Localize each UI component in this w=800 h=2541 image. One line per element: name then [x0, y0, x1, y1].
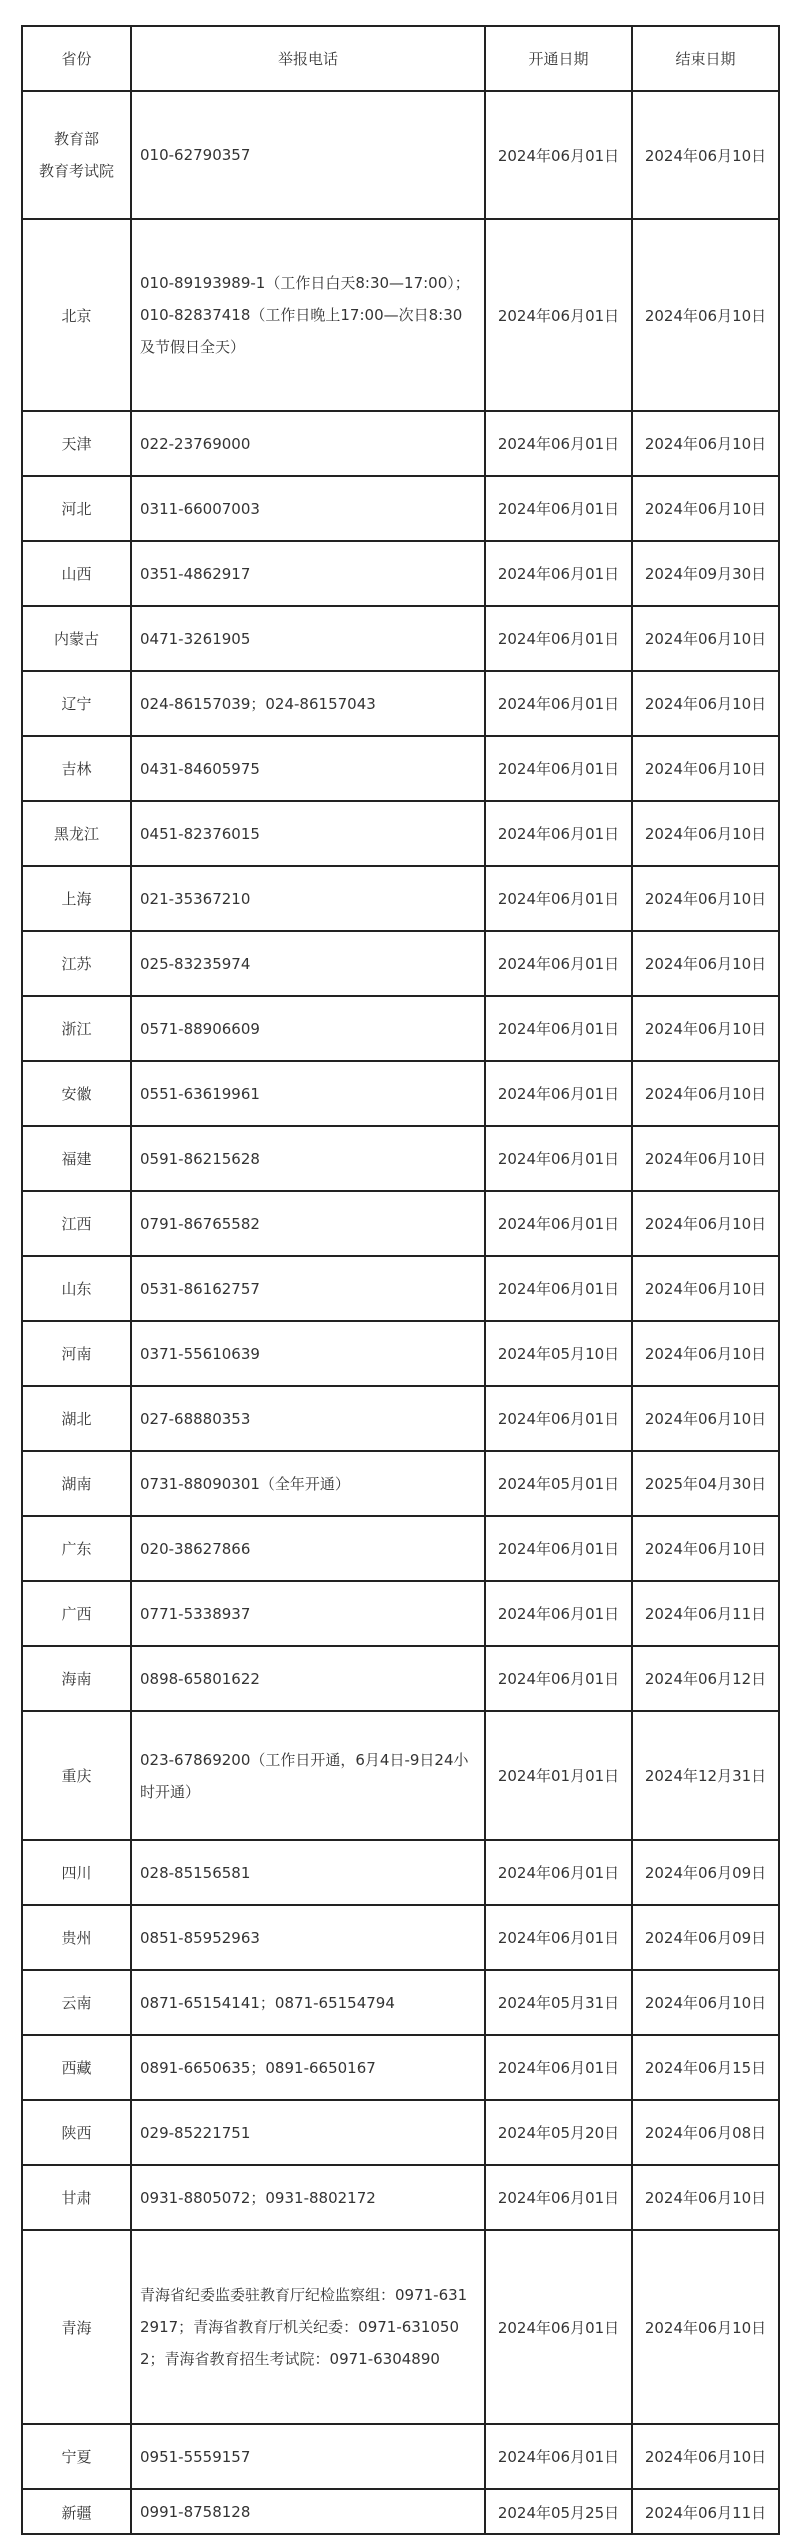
end-date-cell: 2024年06月11日	[632, 1581, 779, 1646]
start-date-cell: 2024年06月01日	[485, 1516, 632, 1581]
phone-cell: 0731-88090301（全年开通）	[131, 1451, 485, 1516]
province-cell: 海南	[22, 1646, 131, 1711]
end-date-cell: 2024年06月10日	[632, 1516, 779, 1581]
table-row	[22, 411, 779, 476]
province-cell: 天津	[22, 411, 131, 476]
start-date-cell: 2024年01月01日	[485, 1711, 632, 1840]
end-date-cell: 2024年06月10日	[632, 2230, 779, 2424]
end-date-cell: 2024年06月10日	[632, 1256, 779, 1321]
province-cell: 浙江	[22, 996, 131, 1061]
phone-cell: 024-86157039；024-86157043	[131, 671, 485, 736]
province-cell: 福建	[22, 1126, 131, 1191]
province-cell: 西藏	[22, 2035, 131, 2100]
table-row	[22, 1840, 779, 1905]
phone-cell: 027-68880353	[131, 1386, 485, 1451]
table-row	[22, 219, 779, 411]
start-date-cell: 2024年06月01日	[485, 1840, 632, 1905]
phone-cell: 029-85221751	[131, 2100, 485, 2165]
end-date-cell: 2024年06月10日	[632, 1970, 779, 2035]
start-date-cell: 2024年06月01日	[485, 1191, 632, 1256]
table-row	[22, 2100, 779, 2165]
end-date-cell: 2024年06月10日	[632, 91, 779, 219]
phone-cell: 010-89193989-1（工作日白天8:30—17:00）；010-82837418（工作日晚上17:00—次日8:30及节假日全天）	[131, 219, 485, 411]
start-date-cell: 2024年06月01日	[485, 541, 632, 606]
phone-cell: 0771-5338937	[131, 1581, 485, 1646]
province-cell: 吉林	[22, 736, 131, 801]
province-cell: 广东	[22, 1516, 131, 1581]
table-row	[22, 1191, 779, 1256]
table-row	[22, 1646, 779, 1711]
end-date-cell: 2024年06月08日	[632, 2100, 779, 2165]
phone-cell: 0351-4862917	[131, 541, 485, 606]
start-date-cell: 2024年06月01日	[485, 476, 632, 541]
start-date-cell: 2024年06月01日	[485, 1061, 632, 1126]
table-row	[22, 476, 779, 541]
phone-cell: 022-23769000	[131, 411, 485, 476]
phone-cell: 0871-65154141；0871-65154794	[131, 1970, 485, 2035]
province-cell: 山东	[22, 1256, 131, 1321]
end-date-cell: 2024年06月10日	[632, 1321, 779, 1386]
end-date-cell: 2024年06月10日	[632, 1126, 779, 1191]
table-row	[22, 736, 779, 801]
end-date-cell: 2024年06月15日	[632, 2035, 779, 2100]
phone-cell: 0931-8805072；0931-8802172	[131, 2165, 485, 2230]
end-date-cell: 2024年06月12日	[632, 1646, 779, 1711]
table-row	[22, 2424, 779, 2489]
phone-cell: 青海省纪委监委驻教育厅纪检监察组：0971-6312917；青海省教育厅机关纪委：0971-6310502；青海省教育招生考试院：0971-6304890	[131, 2230, 485, 2424]
start-date-cell: 2024年06月01日	[485, 1905, 632, 1970]
province-cell: 甘肃	[22, 2165, 131, 2230]
start-date-cell: 2024年06月01日	[485, 219, 632, 411]
header-start-date: 开通日期	[485, 26, 632, 91]
table-row	[22, 931, 779, 996]
end-date-cell: 2024年06月10日	[632, 606, 779, 671]
start-date-cell: 2024年06月01日	[485, 671, 632, 736]
table-row	[22, 606, 779, 671]
table-row	[22, 1256, 779, 1321]
province-cell: 广西	[22, 1581, 131, 1646]
table-row	[22, 1451, 779, 1516]
table-header-row	[22, 26, 779, 91]
end-date-cell: 2024年12月31日	[632, 1711, 779, 1840]
end-date-cell: 2024年06月10日	[632, 1061, 779, 1126]
phone-cell: 025-83235974	[131, 931, 485, 996]
start-date-cell: 2024年06月01日	[485, 801, 632, 866]
phone-cell: 010-62790357	[131, 91, 485, 219]
province-cell: 云南	[22, 1970, 131, 2035]
table-row	[22, 1581, 779, 1646]
start-date-cell: 2024年06月01日	[485, 866, 632, 931]
phone-cell: 0851-85952963	[131, 1905, 485, 1970]
end-date-cell: 2024年06月10日	[632, 996, 779, 1061]
end-date-cell: 2024年06月10日	[632, 736, 779, 801]
phone-cell: 021-35367210	[131, 866, 485, 931]
province-cell: 青海	[22, 2230, 131, 2424]
table-row	[22, 2165, 779, 2230]
province-cell: 四川	[22, 1840, 131, 1905]
table-row	[22, 996, 779, 1061]
table-row	[22, 801, 779, 866]
province-cell: 辽宁	[22, 671, 131, 736]
province-line: 教育考试院	[38, 162, 114, 180]
province-cell: 河北	[22, 476, 131, 541]
header-end-date: 结束日期	[632, 26, 779, 91]
end-date-cell: 2024年06月10日	[632, 1386, 779, 1451]
phone-cell: 0591-86215628	[131, 1126, 485, 1191]
phone-cell: 0898-65801622	[131, 1646, 485, 1711]
end-date-cell: 2025年04月30日	[632, 1451, 779, 1516]
start-date-cell: 2024年06月01日	[485, 1646, 632, 1711]
end-date-cell: 2024年06月10日	[632, 931, 779, 996]
province-cell: 湖北	[22, 1386, 131, 1451]
start-date-cell: 2024年06月01日	[485, 2165, 632, 2230]
table-row	[22, 1905, 779, 1970]
province-cell: 内蒙古	[22, 606, 131, 671]
phone-cell: 0951-5559157	[131, 2424, 485, 2489]
province-cell: 重庆	[22, 1711, 131, 1840]
province-cell: 河南	[22, 1321, 131, 1386]
end-date-cell: 2024年06月10日	[632, 411, 779, 476]
table-row	[22, 1386, 779, 1451]
start-date-cell: 2024年05月25日	[485, 2489, 632, 2534]
province-cell: 陕西	[22, 2100, 131, 2165]
start-date-cell: 2024年05月01日	[485, 1451, 632, 1516]
table-row	[22, 1321, 779, 1386]
start-date-cell: 2024年06月01日	[485, 1386, 632, 1451]
province-cell: 宁夏	[22, 2424, 131, 2489]
phone-cell: 0891-6650635；0891-6650167	[131, 2035, 485, 2100]
phone-cell: 0311-66007003	[131, 476, 485, 541]
phone-cell: 0991-8758128	[131, 2489, 485, 2534]
end-date-cell: 2024年06月09日	[632, 1905, 779, 1970]
province-cell: 黑龙江	[22, 801, 131, 866]
table-row	[22, 866, 779, 931]
province-cell: 上海	[22, 866, 131, 931]
header-phone: 举报电话	[131, 26, 485, 91]
table-row	[22, 1711, 779, 1840]
end-date-cell: 2024年06月10日	[632, 2424, 779, 2489]
start-date-cell: 2024年06月01日	[485, 931, 632, 996]
start-date-cell: 2024年05月31日	[485, 1970, 632, 2035]
start-date-cell: 2024年05月20日	[485, 2100, 632, 2165]
table-row	[22, 2230, 779, 2424]
start-date-cell: 2024年06月01日	[485, 1126, 632, 1191]
province-cell: 江西	[22, 1191, 131, 1256]
table-row	[22, 1970, 779, 2035]
start-date-cell: 2024年06月01日	[485, 2035, 632, 2100]
province-cell: 江苏	[22, 931, 131, 996]
table-row	[22, 541, 779, 606]
phone-cell: 0451-82376015	[131, 801, 485, 866]
table-row	[22, 671, 779, 736]
end-date-cell: 2024年06月11日	[632, 2489, 779, 2534]
end-date-cell: 2024年06月10日	[632, 476, 779, 541]
province-cell: 湖南	[22, 1451, 131, 1516]
province-line: 教育部	[53, 130, 99, 148]
phone-cell: 023-67869200（工作日开通，6月4日-9日24小时开通）	[131, 1711, 485, 1840]
start-date-cell: 2024年06月01日	[485, 2424, 632, 2489]
province-cell: 山西	[22, 541, 131, 606]
table-row	[22, 91, 779, 219]
table-row	[22, 1061, 779, 1126]
start-date-cell: 2024年05月10日	[485, 1321, 632, 1386]
phone-cell: 0791-86765582	[131, 1191, 485, 1256]
table-row	[22, 2035, 779, 2100]
phone-cell: 0571-88906609	[131, 996, 485, 1061]
start-date-cell: 2024年06月01日	[485, 411, 632, 476]
table-row	[22, 1516, 779, 1581]
end-date-cell: 2024年06月09日	[632, 1840, 779, 1905]
hotline-table	[21, 25, 780, 2535]
province-cell: 北京	[22, 219, 131, 411]
end-date-cell: 2024年06月10日	[632, 866, 779, 931]
phone-cell: 0551-63619961	[131, 1061, 485, 1126]
phone-cell: 020-38627866	[131, 1516, 485, 1581]
phone-cell: 0471-3261905	[131, 606, 485, 671]
table-row	[22, 2489, 779, 2534]
start-date-cell: 2024年06月01日	[485, 2230, 632, 2424]
phone-cell: 0431-84605975	[131, 736, 485, 801]
province-cell	[22, 91, 131, 219]
start-date-cell: 2024年06月01日	[485, 996, 632, 1061]
province-cell: 安徽	[22, 1061, 131, 1126]
end-date-cell: 2024年06月10日	[632, 2165, 779, 2230]
province-cell: 贵州	[22, 1905, 131, 1970]
province-cell: 新疆	[22, 2489, 131, 2534]
start-date-cell: 2024年06月01日	[485, 1256, 632, 1321]
phone-cell: 0371-55610639	[131, 1321, 485, 1386]
end-date-cell: 2024年06月10日	[632, 1191, 779, 1256]
start-date-cell: 2024年06月01日	[485, 736, 632, 801]
end-date-cell: 2024年06月10日	[632, 671, 779, 736]
start-date-cell: 2024年06月01日	[485, 91, 632, 219]
end-date-cell: 2024年06月10日	[632, 219, 779, 411]
table-body	[22, 91, 779, 2534]
phone-cell: 0531-86162757	[131, 1256, 485, 1321]
phone-cell: 028-85156581	[131, 1840, 485, 1905]
end-date-cell: 2024年06月10日	[632, 801, 779, 866]
header-province: 省份	[22, 26, 131, 91]
table-row	[22, 1126, 779, 1191]
start-date-cell: 2024年06月01日	[485, 1581, 632, 1646]
end-date-cell: 2024年09月30日	[632, 541, 779, 606]
start-date-cell: 2024年06月01日	[485, 606, 632, 671]
